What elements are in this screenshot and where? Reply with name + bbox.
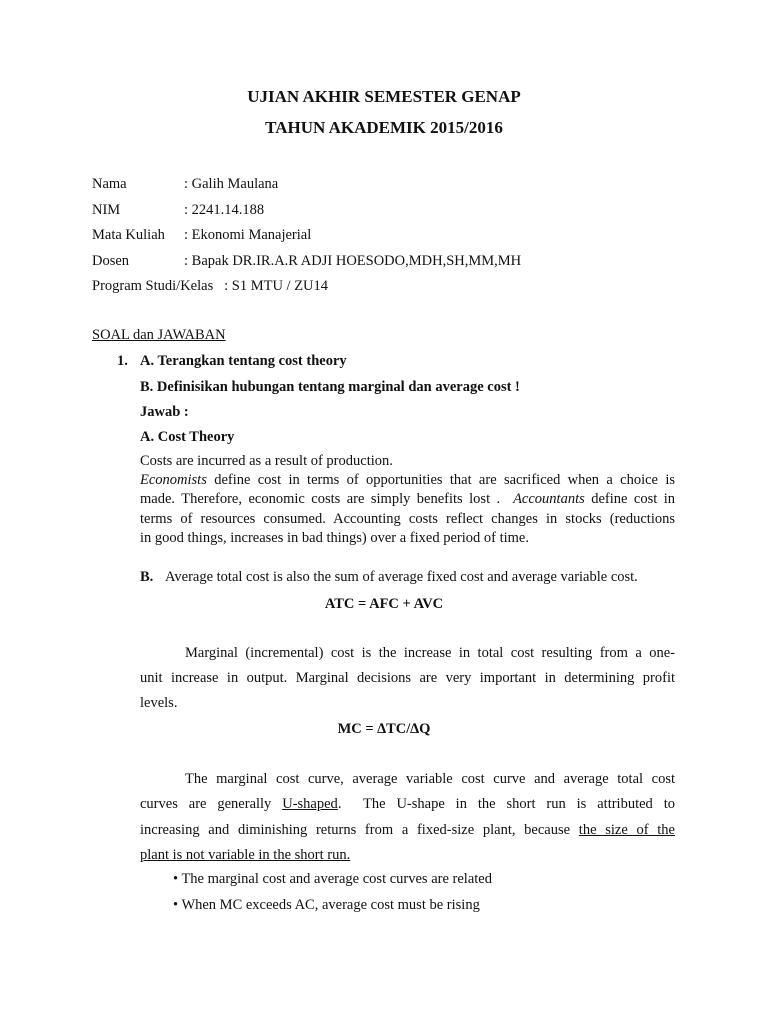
curve-line2-text: curves are generally (140, 796, 283, 812)
section-heading: SOAL dan JAWABAN (92, 327, 226, 343)
curve-line3 (140, 822, 675, 839)
curve-line4: plant is not variable in the short run. (140, 847, 351, 863)
jawab-label: Jawab : (140, 404, 189, 420)
mc-line1: Marginal (incremental) cost is the increase in total cost resulting from a one- (185, 645, 675, 661)
accountants-term: Accountants (513, 491, 585, 507)
mata-kuliah-value: : Ekonomi Manajerial (184, 227, 312, 243)
answer-a-line5: in good things, increases in bad things) over a fixed period of time. (140, 530, 529, 546)
answer-b-line1: Average total cost is also the sum of average fixed cost and average variable cost. (165, 569, 638, 585)
program-studi-line: Program Studi/Kelas : S1 MTU / ZU14 (92, 278, 329, 294)
nim-value: : 2241.14.188 (184, 202, 265, 218)
nim-label: NIM (92, 202, 121, 218)
plant-size-underlined: the size of the (578, 822, 675, 838)
question-number: 1. (117, 353, 128, 369)
answer-a-line1: Costs are incurred as a result of production. (140, 453, 393, 469)
mata-kuliah-label: Mata Kuliah (92, 227, 165, 243)
answer-a-line2 (140, 472, 675, 489)
bullet-2: • When MC exceeds AC, average cost must be rising (173, 897, 480, 913)
economists-term: Economists (140, 472, 207, 488)
answer-a-line3-text: made. Therefore, economic costs are simply benefits lost . (140, 491, 514, 507)
question-b: B. Definisikan hubungan tentang marginal dan average cost ! (140, 379, 520, 395)
mc-line3: levels. (140, 695, 178, 711)
nama-value: : Galih Maulana (184, 176, 279, 192)
curve-line1: The marginal cost curve, average variable cost curve and average total cost (185, 771, 675, 787)
curve-line2 (140, 796, 675, 813)
exam-title: UJIAN AKHIR SEMESTER GENAP (247, 87, 521, 106)
cost-theory-heading: A. Cost Theory (140, 429, 235, 445)
question-a: A. Terangkan tentang cost theory (140, 353, 347, 369)
dosen-value: : Bapak DR.IR.A.R ADJI HOESODO,MDH,SH,MM,MH (184, 253, 522, 269)
dosen-label: Dosen (92, 253, 130, 269)
mc-line2: unit increase in output. Marginal decisions are very important in determining profit (140, 670, 675, 686)
u-shaped-term: U-shaped (282, 796, 338, 812)
answer-b-label: B. (140, 569, 154, 585)
atc-formula: ATC = AFC + AVC (324, 596, 444, 612)
curve-line3-text: increasing and diminishing returns from a fixed-size plant, because (140, 822, 579, 838)
nama-label: Nama (92, 176, 127, 192)
mc-formula: MC = ∆TC/∆Q (337, 721, 431, 737)
answer-a-line3-rest: define cost in (584, 491, 675, 507)
academic-year-title: TAHUN AKADEMIK 2015/2016 (265, 118, 503, 137)
bullet-1: • The marginal cost and average cost curves are related (173, 871, 492, 887)
answer-a-line2-text: define cost in terms of opportunities that are sacrificed when a choice is (206, 472, 675, 488)
answer-a-line3 (140, 491, 675, 508)
curve-line2-rest: . The U-shape in the short run is attributed to (337, 796, 675, 812)
answer-a-line4: terms of resources consumed. Accounting costs reflect changes in stocks (reductions (140, 511, 675, 527)
